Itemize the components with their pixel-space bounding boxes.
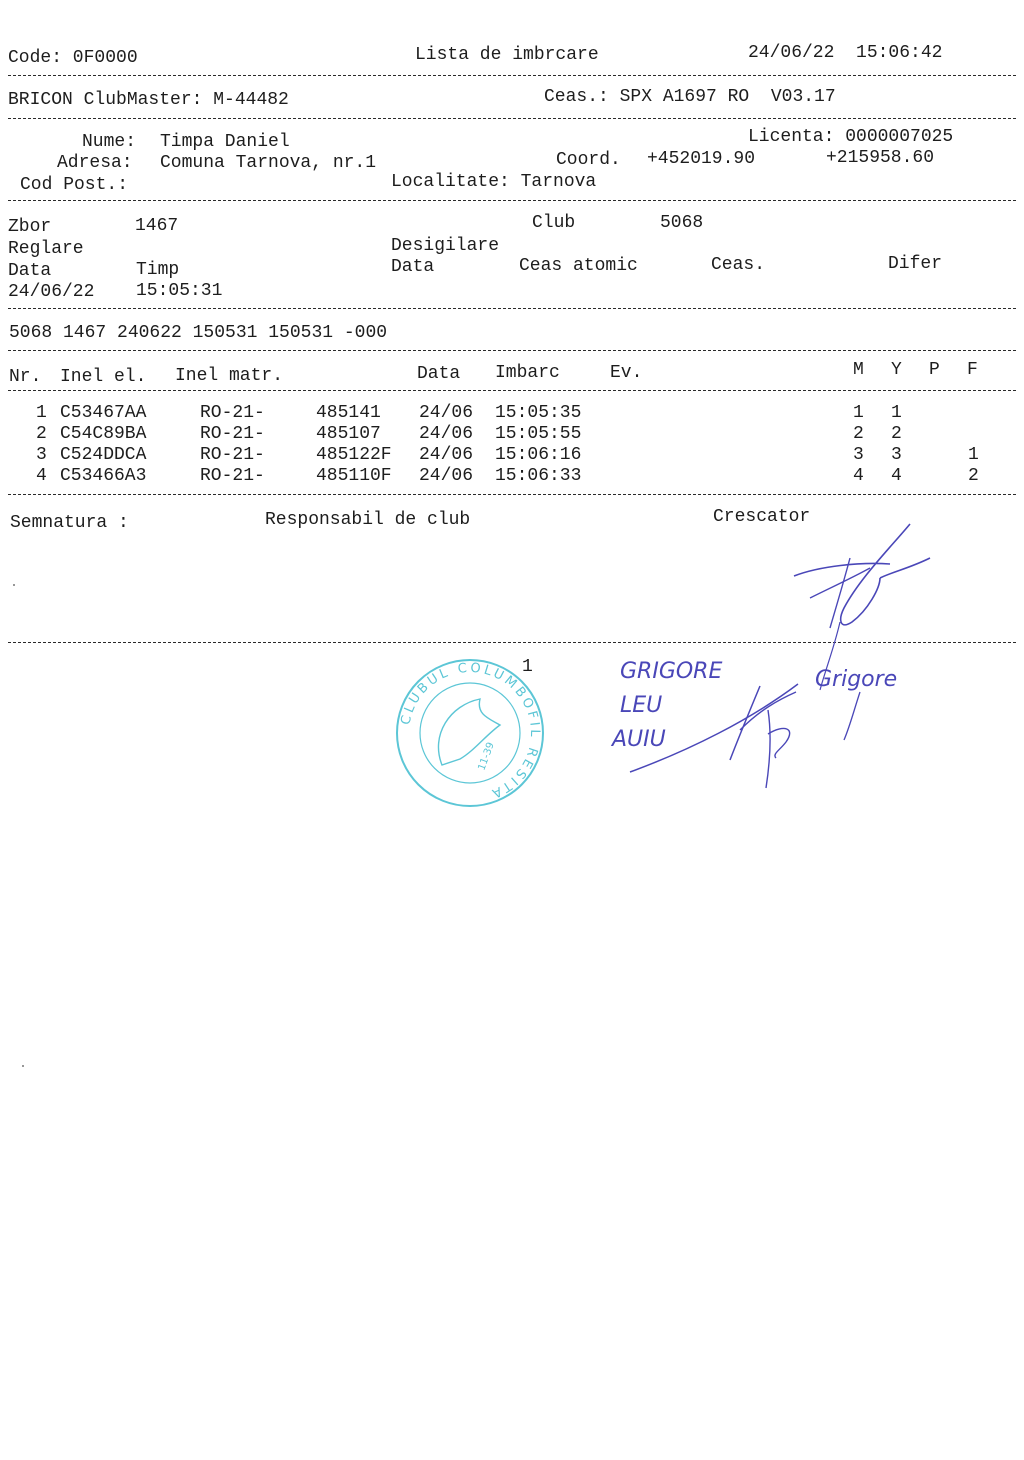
postcode-label: Cod Post.: [20, 175, 129, 195]
scan-speck [13, 584, 15, 586]
ceas-atomic-label: Ceas atomic [519, 256, 638, 276]
col-data: Data [417, 364, 461, 384]
club-number: 5068 [660, 213, 704, 233]
club-responsible-label: Responsabil de club [265, 510, 471, 530]
row-f: 1 [968, 445, 979, 465]
row-prefix: RO-21- [200, 424, 265, 444]
row-m: 4 [853, 466, 864, 486]
row-nr: 1 [36, 403, 47, 423]
zbor-label: Zbor [8, 217, 52, 237]
divider [8, 390, 1016, 391]
col-inel-el: Inel el. [60, 367, 147, 387]
divider [8, 350, 1016, 351]
divider [8, 494, 1016, 495]
handwritten-name: GRIGORE [620, 659, 723, 684]
signature-label: Semnatura : [10, 513, 129, 533]
col-m: M [853, 360, 864, 380]
divider [8, 200, 1016, 201]
handwritten-name: LEU [620, 693, 663, 718]
stamp-text: CLUBUL COLUMBOFIL RESITA [398, 660, 543, 802]
row-m: 1 [853, 403, 864, 423]
col-y: Y [891, 360, 902, 380]
divider [8, 308, 1016, 309]
coord-label: Coord. [556, 150, 621, 170]
page-number: 1 [522, 657, 533, 677]
club-label: Club [532, 213, 576, 233]
col-nr: Nr. [9, 367, 42, 387]
col-imbarc: Imbarc [495, 363, 560, 383]
club-stamp [390, 655, 550, 815]
difer-label: Difer [888, 254, 943, 274]
row-time: 15:06:33 [495, 466, 582, 486]
reglare-time: 15:05:31 [136, 281, 223, 301]
col-f: F [967, 360, 978, 380]
coord-lon: +215958.60 [826, 148, 935, 168]
row-date: 24/06 [419, 403, 474, 423]
row-inel-el: C53467AA [60, 403, 147, 423]
row-matr: 485107 [316, 424, 381, 444]
row-matr: 485141 [316, 403, 381, 423]
row-y: 1 [891, 403, 902, 423]
coord-lat: +452019.90 [647, 149, 756, 169]
row-matr: 485110F [316, 466, 392, 486]
reglare-date: 24/06/22 [8, 282, 95, 302]
col-p: P [929, 360, 940, 380]
owner-address: Comuna Tarnova, nr.1 [160, 153, 377, 173]
divider [8, 75, 1016, 76]
row-time: 15:05:35 [495, 403, 582, 423]
row-nr: 4 [36, 466, 47, 486]
row-time: 15:06:16 [495, 445, 582, 465]
row-f: 2 [968, 466, 979, 486]
row-nr: 3 [36, 445, 47, 465]
row-m: 3 [853, 445, 864, 465]
ceas-label: Ceas. [711, 255, 766, 275]
col-ev: Ev. [610, 363, 643, 383]
handwritten-signature-text: Grigore [815, 667, 898, 692]
row-time: 15:05:55 [495, 424, 582, 444]
owner-name: Timpa Daniel [160, 132, 290, 152]
row-prefix: RO-21- [200, 403, 265, 423]
row-inel-el: C524DDCA [60, 445, 147, 465]
code-label: Code: 0F0000 [8, 48, 138, 68]
scan-speck [22, 1065, 24, 1067]
handwritten-name: AUIU [612, 727, 666, 752]
row-date: 24/06 [419, 466, 474, 486]
row-prefix: RO-21- [200, 466, 265, 486]
address-label: Adresa: [57, 153, 133, 173]
system-id: BRICON ClubMaster: M-44482 [8, 90, 289, 110]
row-y: 3 [891, 445, 902, 465]
stamp-inner: 11-39 [476, 740, 497, 773]
committee-signatures [600, 650, 960, 800]
row-date: 24/06 [419, 445, 474, 465]
data2-label: Data [391, 257, 435, 277]
row-matr: 485122F [316, 445, 392, 465]
col-inel-matr: Inel matr. [175, 366, 284, 386]
row-y: 4 [891, 466, 902, 486]
row-y: 2 [891, 424, 902, 444]
row-inel-el: C54C89BA [60, 424, 147, 444]
row-date: 24/06 [419, 424, 474, 444]
print-datetime: 24/06/22 15:06:42 [748, 43, 943, 63]
flight-summary: 5068 1467 240622 150531 150531 -000 [9, 323, 388, 343]
locality: Localitate: Tarnova [391, 172, 597, 192]
breeder-label: Crescator [713, 507, 811, 527]
timp-label: Timp [136, 260, 180, 280]
row-prefix: RO-21- [200, 445, 265, 465]
row-nr: 2 [36, 424, 47, 444]
desigilare-label: Desigilare [391, 236, 500, 256]
row-m: 2 [853, 424, 864, 444]
zbor-number: 1467 [135, 216, 179, 236]
clock-id: Ceas.: SPX A1697 RO V03.17 [544, 87, 836, 107]
divider [8, 118, 1016, 119]
document-title: Lista de imbrcare [415, 45, 599, 65]
license-number: Licenta: 0000007025 [748, 127, 954, 147]
reglare-label: Reglare [8, 239, 84, 259]
name-label: Nume: [82, 132, 137, 152]
data-label: Data [8, 261, 52, 281]
row-inel-el: C53466A3 [60, 466, 147, 486]
